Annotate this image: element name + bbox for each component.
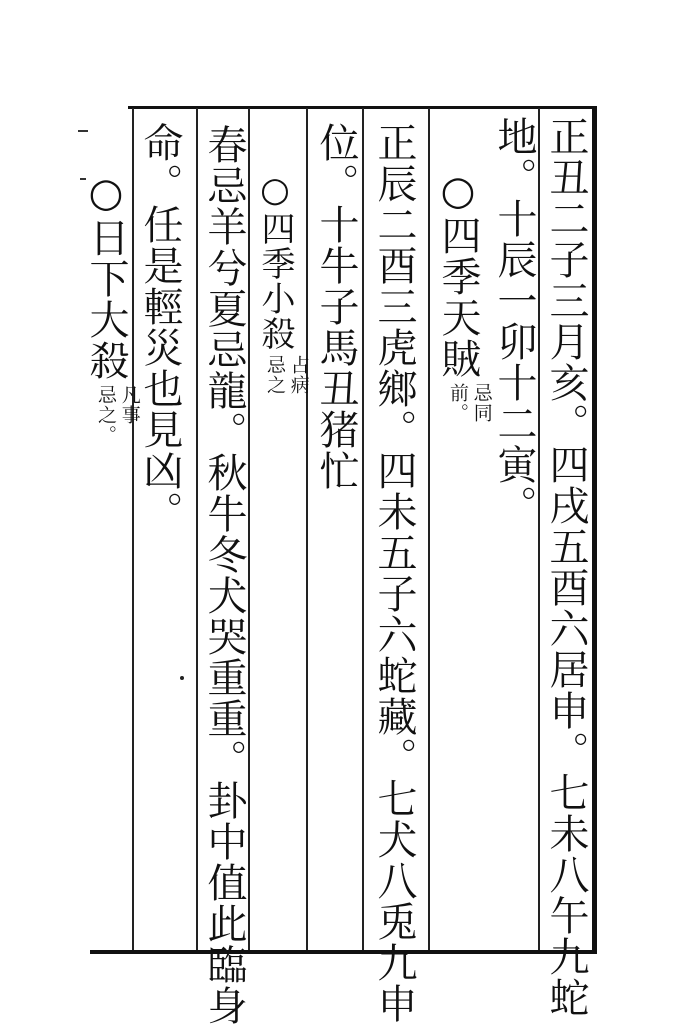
heading-text: ○日下大殺 (83, 170, 129, 381)
column-text: 命。任是輕災也見凶。 (137, 122, 183, 532)
text-column-7 (201, 124, 247, 1026)
ink-dot (180, 676, 184, 680)
annotation (445, 383, 493, 423)
column-text: 春忌羊兮夏忌龍。秋牛冬犬哭重重。卦中值此臨身 (201, 124, 247, 1026)
section-heading-xiaosha (255, 170, 310, 395)
column-divider (428, 108, 430, 950)
column-text: 地。十辰一卯十二寅。 (491, 116, 537, 526)
column-divider (362, 108, 364, 950)
frame-bottom-border (90, 950, 596, 954)
section-heading-dasha (83, 170, 141, 445)
heading-text: ○四季小殺 (255, 170, 295, 351)
margin-mark (78, 130, 88, 132)
column-text: 位。十牛子馬丑猪忙 (313, 122, 359, 491)
column-divider (196, 108, 198, 950)
annotation-line: 凡事 (118, 385, 141, 425)
column-text: 正丑二子三月亥。四戌五酉六居申。七未八午九蛇 (543, 116, 589, 1018)
annotation-line: 前。 (447, 383, 469, 423)
text-column-1 (543, 116, 589, 1018)
section-heading-tianzei (435, 168, 493, 423)
text-column-4 (371, 122, 417, 1024)
annotation-line: 忌之。 (95, 385, 117, 445)
text-column-5 (313, 122, 359, 491)
frame-right-border (592, 106, 597, 954)
annotation (262, 355, 310, 395)
column-divider (538, 108, 540, 950)
column-divider (248, 108, 250, 950)
text-column-2 (491, 116, 537, 526)
annotation-line: 忌同 (470, 383, 493, 423)
annotation-line: 占病 (287, 355, 310, 395)
column-text: 正辰二酉三虎鄉。四未五子六蛇藏。七犬八兎九申 (371, 122, 417, 1024)
text-column-8 (137, 122, 183, 532)
heading-text: ○四季天賊 (435, 168, 481, 379)
annotation (93, 385, 141, 445)
annotation-line: 忌之 (264, 355, 286, 395)
